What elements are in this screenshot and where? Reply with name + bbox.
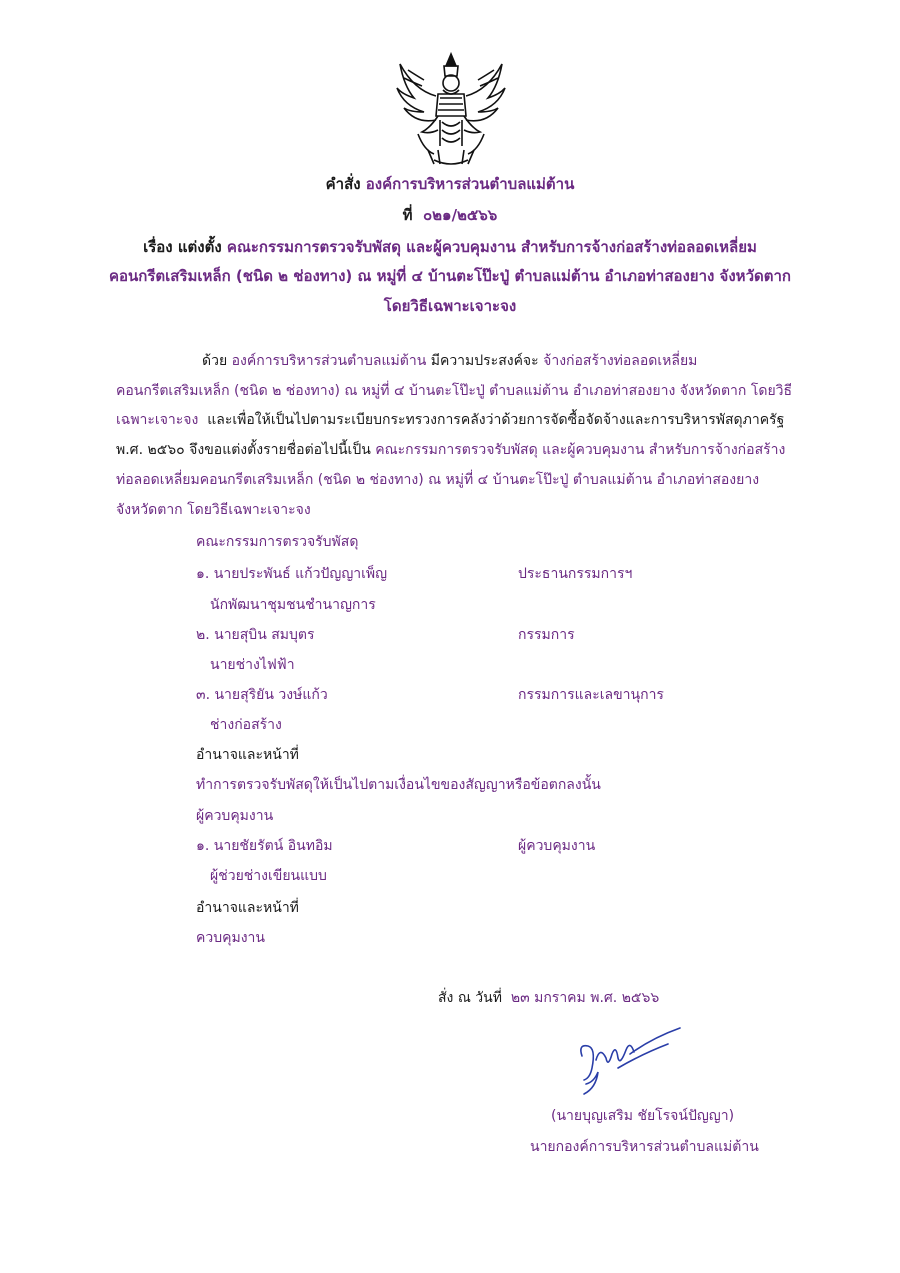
committee-member-role: กรรมการและเลขานุการ (518, 687, 664, 703)
body-line-4 (116, 441, 785, 459)
supervisor-duty-label: อำนาจและหน้าที่ (196, 900, 299, 916)
subject-label: เรื่อง (143, 238, 173, 256)
body-org: องค์การบริหารส่วนตำบลแม่ต้าน (231, 353, 427, 369)
committee-member-position: นักพัฒนาชุมชนชำนาญการ (210, 597, 376, 613)
committee-member-name: ๒. นายสุบิน สมบุตร (196, 627, 315, 643)
signer-name: (นายบุญเสริม ชัยโรจน์ปัญญา) (551, 1108, 735, 1124)
order-number (0, 203, 900, 227)
garuda-emblem (394, 50, 508, 168)
body-appoint: พ.ศ. ๒๕๖๐ จึงขอแต่งตั้งรายชื่อต่อไปนี้เป็น (116, 442, 371, 458)
supervisor-member-name: ๑. นายชัยรัตน์ อินทอิม (196, 838, 333, 854)
order-title (0, 172, 900, 196)
body-intent: มีความประสงค์จะ (430, 353, 539, 369)
committee-member-position: นายช่างไฟฟ้า (210, 657, 295, 673)
supervisor-member-role: ผู้ควบคุมงาน (518, 838, 596, 854)
date-label: สั่ง ณ วันที่ (438, 990, 502, 1006)
committee-member-role: กรรมการ (518, 627, 575, 643)
body-intro: ด้วย (202, 353, 228, 369)
body-line-6: จังหวัดตาก โดยวิธีเฉพาะเจาะจง (116, 502, 311, 518)
signer-title: นายกองค์การบริหารส่วนตำบลแม่ต้าน (530, 1139, 759, 1155)
body-committee-ref: คณะกรรมการตรวจรับพัสดุ และผู้ควบคุมงาน สำหรับการจ้างก่อสร้าง (375, 442, 786, 458)
signature (572, 1024, 692, 1104)
body-method: เฉพาะเจาะจง (116, 412, 199, 428)
body-line-2: คอนกรีตเสริมเหล็ก (ชนิด ๒ ช่องทาง) ณ หมู่ที่ ๔ บ้านตะโป๊ะปู่ ตำบลแม่ต้าน อำเภอท่าสองยาง จังหวัดตาก โดยวิธี (116, 383, 793, 399)
org-name: องค์การบริหารส่วนตำบลแม่ต้าน (365, 175, 575, 193)
committee-member-position: ช่างก่อสร้าง (210, 717, 282, 733)
body-line-3 (116, 411, 784, 429)
body-line-5: ท่อลอดเหลี่ยมคอนกรีตเสริมเหล็ก (ชนิด ๒ ช่องทาง) ณ หมู่ที่ ๔ บ้านตะโป๊ะปู่ ตำบลแม่ต้าน อำเภอท่าสองยาง (116, 472, 760, 488)
subject-text-1: คณะกรรมการตรวจรับพัสดุ และผู้ควบคุมงาน สำหรับการจ้างก่อสร้างท่อลอดเหลี่ยม (226, 238, 757, 256)
body-project: จ้างก่อสร้างท่อลอดเหลี่ยม (543, 353, 698, 369)
committee-member-name: ๑. นายประพันธ์ แก้วปัญญาเพ็ญ (196, 566, 388, 582)
committee-member-role: ประธานกรรมการฯ (518, 566, 633, 582)
committee-title: คณะกรรมการตรวจรับพัสดุ (196, 534, 359, 550)
subject-line-2: คอนกรีตเสริมเหล็ก (ชนิด ๒ ช่องทาง) ณ หมู่ที่ ๔ บ้านตะโป๊ะปู่ ตำบลแม่ต้าน อำเภอท่าสองยาง จังหวัดตาก (109, 267, 791, 285)
supervisor-member-position: ผู้ช่วยช่างเขียนแบบ (210, 868, 327, 884)
number-label: ที่ (402, 206, 413, 224)
committee-member-name: ๓. นายสุริยัน วงษ์แก้ว (196, 687, 328, 703)
subject-verb: แต่งตั้ง (177, 238, 222, 256)
subject-line-1 (0, 235, 900, 259)
number-value: ๐๒๑/๒๕๖๖ (423, 206, 498, 224)
body-line-1 (202, 352, 697, 370)
supervisor-duty-text: ควบคุมงาน (196, 930, 265, 946)
committee-duty-label: อำนาจและหน้าที่ (196, 747, 299, 763)
order-date (438, 989, 659, 1007)
supervisor-title: ผู้ควบคุมงาน (196, 808, 274, 824)
subject-line-3: โดยวิธีเฉพาะเจาะจง (383, 297, 517, 315)
committee-duty-text: ทำการตรวจรับพัสดุให้เป็นไปตามเงื่อนไขของสัญญาหรือข้อตกลงนั้น (196, 777, 601, 793)
body-regulation: และเพื่อให้เป็นไปตามระเบียบกระทรวงการคลังว่าด้วยการจัดซื้อจัดจ้างและการบริหารพัสดุภาครัฐ (207, 412, 785, 428)
order-label: คำสั่ง (325, 175, 361, 193)
date-value: ๒๓ มกราคม พ.ศ. ๒๕๖๖ (510, 990, 660, 1006)
